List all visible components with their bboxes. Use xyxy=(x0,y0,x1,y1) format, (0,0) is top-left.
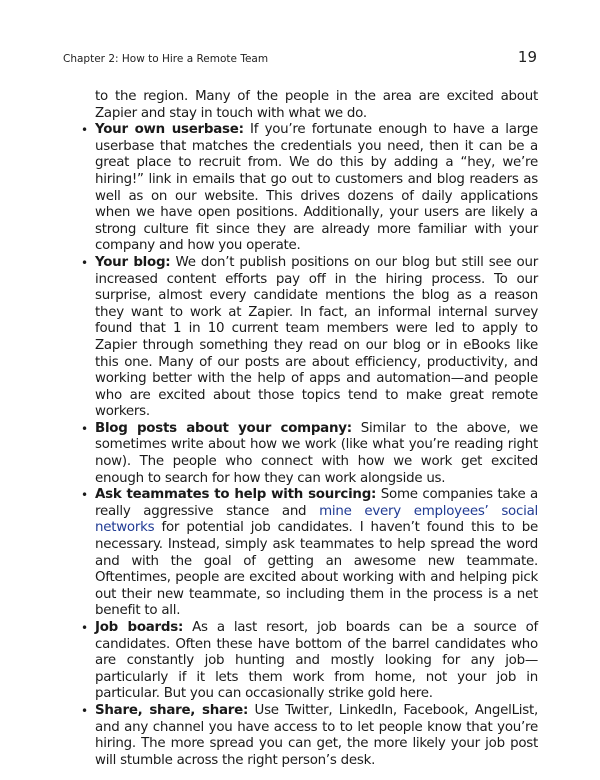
bullet-icon: • xyxy=(81,421,88,436)
bullet-icon: • xyxy=(81,621,88,635)
page-number: 19 xyxy=(517,48,537,66)
social-networks-link[interactable]: mine every employees’ social networks xyxy=(95,503,539,536)
bullet-icon: • xyxy=(81,703,88,718)
item-term: Your own userbase: xyxy=(95,122,244,138)
item-text: If you’re fortunate enough to have a large userbase that matches the credentials you need, then it can be a great place to recruit from. We do this by adding a “hey, we’re hiring!” link in emails that go out to customers and blog readers as well as on our website. This drives dozens of daily applications when we have open positions. Additionally, your users are likely a strong culture fit since they are already more familiar with your company and how you operate. xyxy=(95,122,538,254)
page-content xyxy=(81,89,539,769)
page-header xyxy=(63,48,537,66)
bullet-icon: • xyxy=(81,488,88,503)
item-term: Blog posts about your company: xyxy=(95,420,352,436)
item-text: We don’t publish positions on our blog but still see our increased content efforts pay off in the hiring process. To our surprise, almost every candidate mentions the blog as a reason they want to work at Zapier. In fact, an informal internal survey found that 1 in 10 current team members were led to apply to Zapier through something they read on our blog or in eBooks like this one. Many of our posts are about efficiency, productivity, and working better with the help of apps and automation—and people who are excited about those topics tend to make great remote workers. xyxy=(95,254,538,420)
item-text: for potential job candidates. I haven’t found this to be necessary. Instead, simply ask teammates to help spread the word and with the goal of getting an awesome new teammate. Oftentimes, people are excited about working with and helping pick out their new teammate, so including them in the process is a net benefit to all. xyxy=(95,520,538,619)
item-term: Your blog: xyxy=(95,254,171,270)
item-text: As a last resort, job boards can be a source of candidates. Often these have bottom of the barrel candidates who are constantly job hunting and mostly looking for any job—particularly if it lets them work from home, not your job in particular. But you can occasionally strike gold here. xyxy=(95,620,538,702)
bullet-icon: • xyxy=(81,123,88,138)
bullet-icon: • xyxy=(81,255,88,270)
list-item-job-boards xyxy=(81,620,538,703)
item-term: Job boards: xyxy=(95,620,184,635)
list-item-share xyxy=(81,702,538,769)
item-term: Share, share, share: xyxy=(95,702,249,718)
sourcing-list xyxy=(81,122,539,769)
chapter-title: Chapter 2: How to Hire a Remote Team xyxy=(63,53,269,65)
item-text: Use Twitter, LinkedIn, Facebook, AngelList, and any channel you have access to to let people know that you’re hiring. The more spread you can get, the more likely your job post will stumble across the right person’s desk. xyxy=(95,702,538,768)
list-item-userbase xyxy=(81,122,538,255)
continuation-paragraph: to the region. Many of the people in the area are excited about Zapier and stay in touch with what we do. xyxy=(95,89,538,121)
item-text: Some companies take a really aggressive stance and xyxy=(95,487,539,519)
item-text: Similar to the above, we sometimes write about how we work (like what you’re reading right now). The people who connect with how we work get excited enough to search for how they can work alongside us. xyxy=(95,420,539,486)
item-term: Ask teammates to help with sourcing: xyxy=(95,487,377,503)
list-item-teammates-sourcing xyxy=(81,487,539,620)
list-item-blog xyxy=(81,254,538,421)
list-item-blog-posts xyxy=(81,420,539,487)
